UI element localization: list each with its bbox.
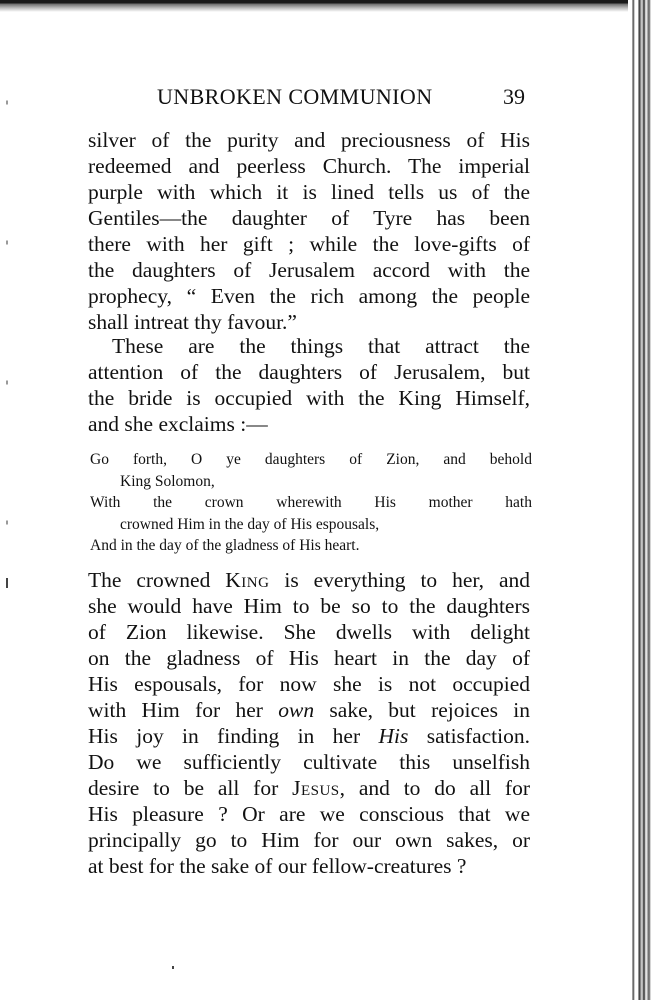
verse-line: With the crown wherewith His mother hath [90, 494, 532, 511]
verse-line: And in the day of the gladness of His heart. [90, 537, 360, 554]
text-line: the daughters of Jerusalem accord with the [88, 258, 530, 282]
text-line: attention of the daughters of Jerusalem, but [88, 360, 530, 384]
page-left-margin-marks [6, 40, 8, 640]
italic-his: His [378, 724, 409, 748]
page-top-edge [0, 0, 652, 12]
text-run: with Him for her [88, 698, 279, 722]
text-run: The crowned [88, 568, 226, 592]
text-run: is everything to her, and [269, 568, 530, 592]
paragraph-1 [88, 127, 530, 335]
text-line: His pleasure ? Or are we conscious that we [88, 802, 530, 826]
text-line [88, 697, 530, 723]
text-line: silver of the purity and preciousness of His [88, 128, 530, 152]
italic-own: own [278, 698, 315, 722]
verse-line: crowned Him in the day of His espousals, [120, 515, 380, 533]
verse-line: King Solomon, [120, 472, 215, 490]
text-line [88, 723, 530, 749]
text-line: shall intreat thy favour.” [88, 310, 297, 334]
scan-speck [6, 578, 8, 588]
text-line [88, 567, 530, 593]
text-line: redeemed and peerless Church. The imperial [88, 154, 530, 178]
text-run: , and to do all for [339, 776, 530, 800]
text-line: at best for the sake of our fellow-creatures ? [88, 854, 467, 878]
text-run: His joy in finding in her [88, 724, 379, 748]
text-line: the bride is occupied with the King Himself, [88, 386, 530, 410]
text-line [88, 775, 530, 801]
text-line: and she exclaims :— [88, 412, 268, 436]
text-line: His espousals, for now she is not occupied [88, 672, 530, 696]
text-line: Gentiles—the daughter of Tyre has been [88, 206, 530, 230]
text-line: on the gladness of His heart in the day of [88, 646, 530, 670]
text-line: purple with which it is lined tells us of the [88, 180, 530, 204]
scripture-quotation [90, 449, 532, 557]
text-run: satisfaction. [408, 724, 530, 748]
text-line: of Zion likewise. She dwells with delight [88, 620, 530, 644]
verse-line: Go forth, O ye daughters of Zion, and behold [90, 451, 532, 468]
text-line: she would have Him to be so to the daughters [88, 594, 530, 618]
text-line: there with her gift ; while the love-gifts of [88, 232, 530, 256]
text-line: principally go to Him for our own sakes, or [88, 828, 530, 852]
paragraph-2 [88, 333, 530, 437]
running-head [0, 84, 652, 114]
scan-speck [172, 966, 174, 969]
small-caps-king: King [225, 568, 270, 592]
page-right-edge [628, 0, 652, 1000]
paragraph-3 [88, 567, 530, 879]
page-number: 39 [503, 84, 525, 109]
running-head-title: UNBROKEN COMMUNION [157, 84, 433, 109]
text-run: desire to be all for [88, 776, 293, 800]
small-caps-jesus: Jesus [292, 776, 340, 800]
text-line: prophecy, “ Even the rich among the people [88, 284, 530, 308]
text-line: Do we sufficiently cultivate this unselfish [88, 750, 530, 774]
text-run: sake, but rejoices in [314, 698, 530, 722]
text-line: These are the things that attract the [112, 334, 530, 358]
